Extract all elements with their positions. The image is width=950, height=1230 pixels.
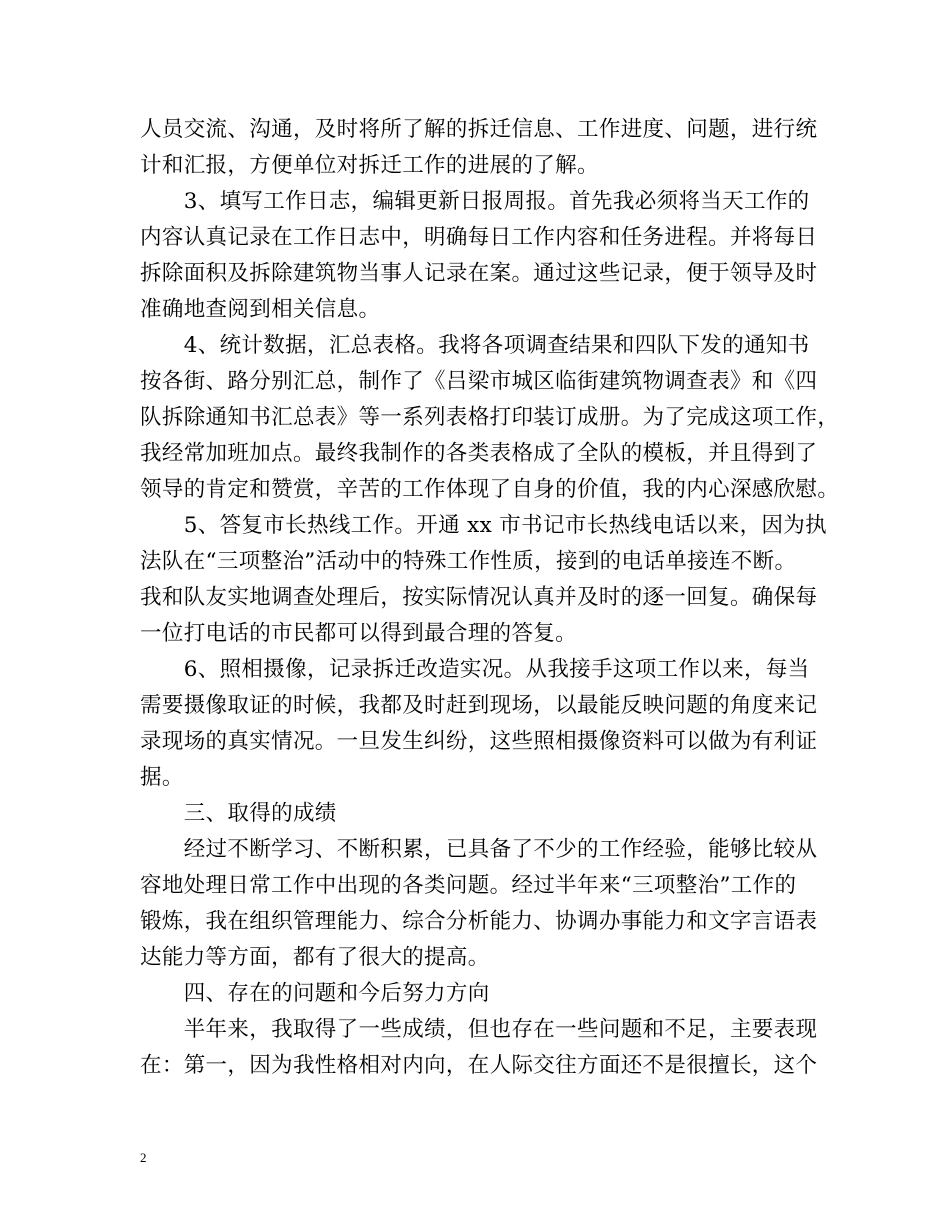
text-line: 我经常加班加点。最终我制作的各类表格成了全队的模板，并且得到了 — [140, 441, 818, 466]
text-line: 半年来，我取得了一些成绩，但也存在一些问题和不足，主要表现 — [140, 1017, 818, 1042]
text-line: 锻炼，我在组织管理能力、综合分析能力、协调办事能力和文字言语表 — [140, 909, 818, 934]
text-line: 拆除面积及拆除建筑物当事人记录在案。通过这些记录，便于领导及时 — [140, 261, 818, 286]
text-line: 按各街、路分别汇总，制作了《吕梁市城区临街建筑物调查表》和《四 — [140, 369, 818, 394]
text-line: 内容认真记录在工作日志中，明确每日工作内容和任务进程。并将每日 — [140, 225, 818, 250]
page-number: 2 — [140, 1150, 147, 1165]
text-line: 录现场的真实情况。一旦发生纠纷，这些照相摄像资料可以做为有利证 — [140, 729, 818, 754]
text-line: 6、照相摄像，记录拆迁改造实况。从我接手这项工作以来，每当 — [140, 657, 810, 682]
text-line: 一位打电话的市民都可以得到最合理的答复。 — [140, 621, 578, 646]
text-line: 达能力等方面，都有了很大的提高。 — [140, 945, 490, 970]
text-line: 准确地查阅到相关信息。 — [140, 297, 381, 322]
section-heading: 四、存在的问题和今后努力方向 — [140, 981, 490, 1006]
text-line: 4、统计数据，汇总表格。我将各项调查结果和四队下发的通知书 — [140, 333, 810, 358]
text-line: 人员交流、沟通，及时将所了解的拆迁信息、工作进度、问题，进行统 — [140, 117, 818, 142]
text-line: 经过不断学习、不断积累，已具备了不少的工作经验，能够比较从 — [140, 837, 818, 862]
section-heading: 三、取得的成绩 — [140, 801, 337, 826]
text-line: 容地处理日常工作中出现的各类问题。经过半年来“三项整治”工作的 — [140, 873, 797, 898]
text-line: 5、答复市长热线工作。开通 xx 市书记市长热线电话以来，因为执 — [140, 513, 828, 538]
text-line: 法队在“三项整治”活动中的特殊工作性质，接到的电话单接连不断。 — [140, 549, 797, 574]
text-line: 队拆除通知书汇总表》等一系列表格打印装订成册。为了完成这项工作， — [140, 405, 840, 430]
text-line: 计和汇报，方便单位对拆迁工作的进展的了解。 — [140, 153, 599, 178]
text-line: 领导的肯定和赞赏，辛苦的工作体现了自身的价值，我的内心深感欣慰。 — [140, 477, 840, 502]
text-line: 需要摄像取证的时候，我都及时赶到现场，以最能反映问题的角度来记 — [140, 693, 818, 718]
text-line: 在：第一，因为我性格相对内向，在人际交往方面还不是很擅长，这个 — [140, 1053, 818, 1078]
text-line: 据。 — [140, 765, 184, 790]
text-line: 我和队友实地调查处理后，按实际情况认真并及时的逐一回复。确保每 — [140, 585, 818, 610]
text-line: 3、填写工作日志，编辑更新日报周报。首先我必须将当天工作的 — [140, 189, 810, 214]
